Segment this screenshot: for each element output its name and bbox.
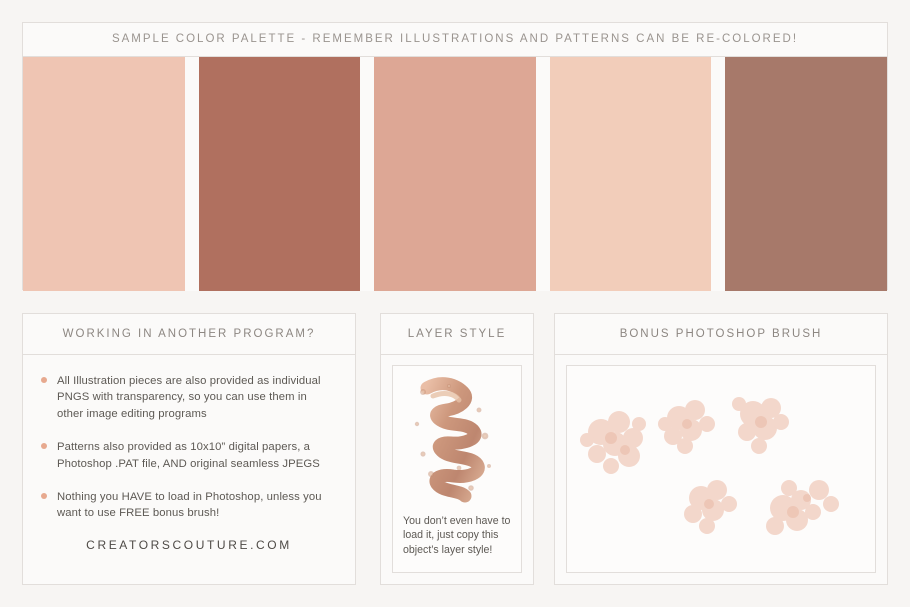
bullet-dot-icon bbox=[41, 377, 47, 383]
glitter-brush-stroke-icon bbox=[393, 370, 522, 510]
floral-brush-cluster-icon bbox=[567, 366, 876, 573]
bullet-dot-icon bbox=[41, 493, 47, 499]
bullet-dot-icon bbox=[41, 443, 47, 449]
panel-title-bonus-brush: BONUS PHOTOSHOP BRUSH bbox=[555, 314, 887, 355]
layer-style-preview bbox=[392, 365, 522, 573]
palette-title: SAMPLE COLOR PALETTE - REMEMBER ILLUSTRATIONS AND PATTERNS CAN BE RE-COLORED! bbox=[23, 23, 887, 57]
color-swatch-4 bbox=[550, 57, 712, 291]
color-swatch-5 bbox=[725, 57, 887, 291]
swatch-divider bbox=[711, 57, 725, 291]
panel-title-program: WORKING IN ANOTHER PROGRAM? bbox=[23, 314, 355, 355]
panel-working-in-another-program bbox=[22, 313, 356, 585]
swatch-row bbox=[23, 57, 887, 291]
panel-layer-style bbox=[380, 313, 534, 585]
panel-title-layer-style: LAYER STYLE bbox=[381, 314, 533, 355]
color-swatch-2 bbox=[199, 57, 361, 291]
list-item bbox=[41, 439, 335, 472]
bonus-brush-preview bbox=[566, 365, 876, 573]
color-palette-section bbox=[22, 22, 888, 290]
panel-bonus-photoshop-brush bbox=[554, 313, 888, 585]
swatch-divider bbox=[536, 57, 550, 291]
list-item-text: Nothing you HAVE to load in Photoshop, unless you want to use FREE bonus brush! bbox=[57, 490, 322, 520]
info-panels-row bbox=[22, 313, 888, 585]
website-url: CREATORSCOUTURE.COM bbox=[86, 538, 292, 552]
list-item bbox=[41, 489, 335, 522]
swatch-divider bbox=[185, 57, 199, 291]
swatch-divider bbox=[360, 57, 374, 291]
color-swatch-1 bbox=[23, 57, 185, 291]
list-item-text: Patterns also provided as 10x10” digital papers, a Photoshop .PAT file, AND original seamless JPEGS bbox=[57, 441, 320, 470]
list-item bbox=[41, 373, 335, 422]
color-swatch-3 bbox=[374, 57, 536, 291]
layer-style-caption: You don’t even have to load it, just copy this object’s layer style! bbox=[403, 514, 511, 557]
list-item-text: All Illustration pieces are also provided as individual PNGS with transparency, so you can use them in other image editing programs bbox=[57, 375, 321, 420]
program-bullet-list bbox=[23, 355, 355, 522]
